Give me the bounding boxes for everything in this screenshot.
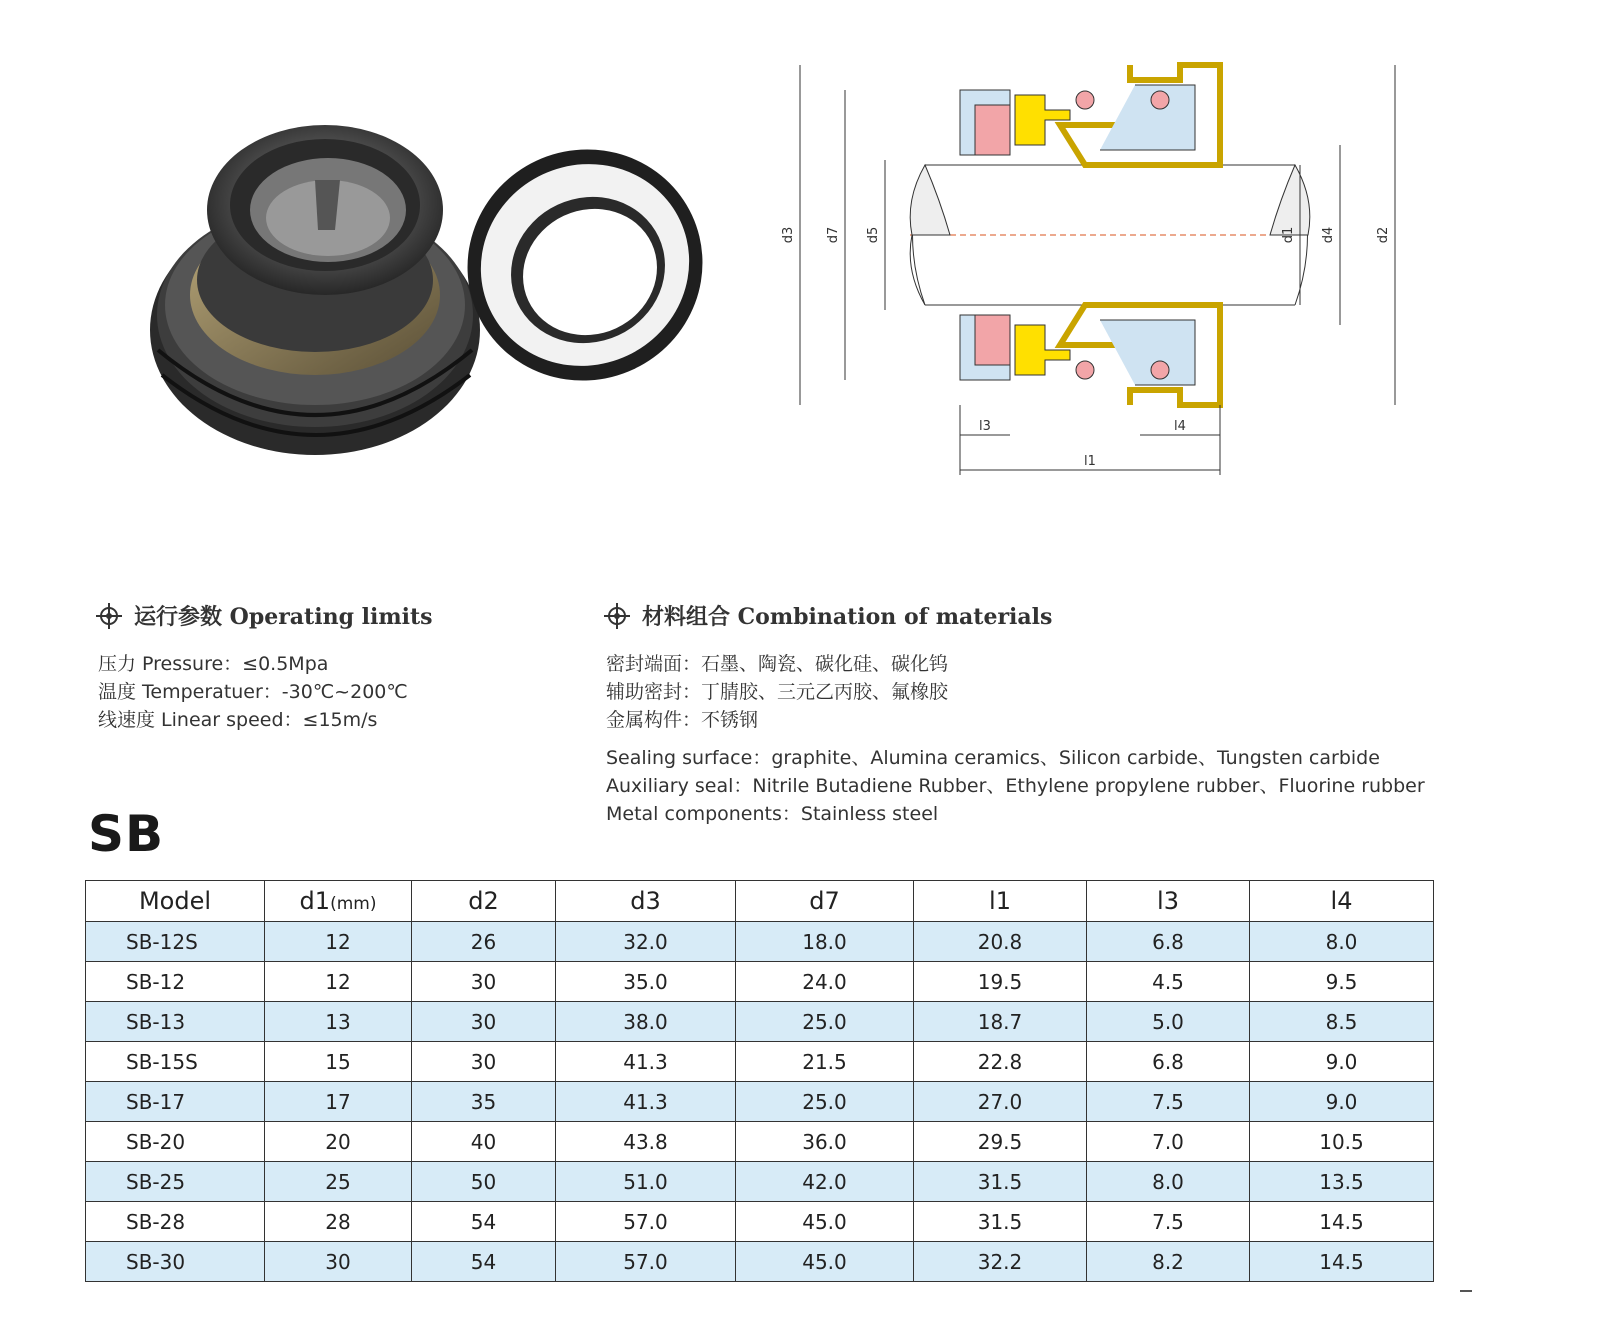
table-row xyxy=(86,1042,1434,1082)
cell-d2: 30 xyxy=(412,1002,556,1042)
table-row xyxy=(86,1122,1434,1162)
cell-d7: 45.0 xyxy=(736,1242,914,1282)
label-l1: l1 xyxy=(1084,454,1096,469)
cell-l4: 13.5 xyxy=(1250,1162,1434,1202)
linear-speed-line: 线速度 Linear speed：≤15m/s xyxy=(98,709,378,731)
header-model: Model xyxy=(86,881,265,922)
cell-d7: 25.0 xyxy=(736,1082,914,1122)
cell-l3: 6.8 xyxy=(1087,1042,1250,1082)
cell-l3: 7.5 xyxy=(1087,1202,1250,1242)
sealing-surface-cn: 密封端面：石墨、陶瓷、碳化硅、碳化钨 xyxy=(606,653,949,675)
cell-d3: 38.0 xyxy=(556,1002,736,1042)
cell-model: SB-12 xyxy=(86,962,265,1002)
cell-d3: 43.8 xyxy=(556,1122,736,1162)
cell-l4: 8.5 xyxy=(1250,1002,1434,1042)
cell-d1: 13 xyxy=(265,1002,412,1042)
cell-d2: 50 xyxy=(412,1162,556,1202)
cell-d2: 30 xyxy=(412,962,556,1002)
cell-l1: 29.5 xyxy=(914,1122,1087,1162)
auxiliary-seal-en: Auxiliary seal：Nitrile Butadiene Rubber、Ethylene propylene rubber、Fluorine rubber xyxy=(606,775,1425,797)
cell-d3: 32.0 xyxy=(556,922,736,962)
cell-model: SB-12S xyxy=(86,922,265,962)
cell-l1: 31.5 xyxy=(914,1162,1087,1202)
header-l4: l4 xyxy=(1250,881,1434,922)
table-row xyxy=(86,1242,1434,1282)
header-d1 xyxy=(265,881,412,922)
cell-d1: 17 xyxy=(265,1082,412,1122)
cell-d1: 28 xyxy=(265,1202,412,1242)
cell-model: SB-20 xyxy=(86,1122,265,1162)
series-title: SB xyxy=(88,805,165,863)
label-d7: d7 xyxy=(826,226,841,244)
label-l4: l4 xyxy=(1174,419,1186,434)
header-d2: d2 xyxy=(412,881,556,922)
cell-l3: 5.0 xyxy=(1087,1002,1250,1042)
cell-d2: 26 xyxy=(412,922,556,962)
cell-d7: 45.0 xyxy=(736,1202,914,1242)
label-l3: l3 xyxy=(979,419,991,434)
cell-l4: 14.5 xyxy=(1250,1202,1434,1242)
table-row xyxy=(86,1082,1434,1122)
cell-d2: 54 xyxy=(412,1242,556,1282)
cell-d2: 35 xyxy=(412,1082,556,1122)
header-l1: l1 xyxy=(914,881,1087,922)
cell-d3: 57.0 xyxy=(556,1202,736,1242)
label-d1: d1 xyxy=(1281,226,1296,244)
cell-l1: 18.7 xyxy=(914,1002,1087,1042)
cell-l1: 22.8 xyxy=(914,1042,1087,1082)
cell-l3: 7.5 xyxy=(1087,1082,1250,1122)
cell-l4: 8.0 xyxy=(1250,922,1434,962)
table-row xyxy=(86,1002,1434,1042)
cell-model: SB-28 xyxy=(86,1202,265,1242)
sealing-surface-en: Sealing surface：graphite、Alumina ceramics、Silicon carbide、Tungsten carbide xyxy=(606,747,1380,769)
table-row xyxy=(86,1162,1434,1202)
auxiliary-seal-cn: 辅助密封：丁腈胶、三元乙丙胶、氟橡胶 xyxy=(606,681,949,703)
label-d5: d5 xyxy=(866,226,881,244)
operating-limits-list xyxy=(98,650,408,734)
label-d4: d4 xyxy=(1321,226,1336,244)
cell-l3: 6.8 xyxy=(1087,922,1250,962)
materials-title: 材料组合 Combination of materials xyxy=(642,604,1053,630)
cell-d3: 41.3 xyxy=(556,1082,736,1122)
cell-d7: 21.5 xyxy=(736,1042,914,1082)
cell-d1: 12 xyxy=(265,962,412,1002)
materials-list-en xyxy=(606,744,1425,825)
materials-list-cn xyxy=(606,650,948,734)
corner-mark xyxy=(1460,1290,1472,1292)
header-d7: d7 xyxy=(736,881,914,922)
cell-model: SB-13 xyxy=(86,1002,265,1042)
cell-d3: 57.0 xyxy=(556,1242,736,1282)
cell-model: SB-15S xyxy=(86,1042,265,1082)
operating-limits-title: 运行参数 Operating limits xyxy=(134,604,433,630)
crosshair-icon xyxy=(96,603,122,629)
cell-model: SB-30 xyxy=(86,1242,265,1282)
cell-l3: 4.5 xyxy=(1087,962,1250,1002)
cell-l3: 7.0 xyxy=(1087,1122,1250,1162)
cell-d1: 12 xyxy=(265,922,412,962)
cell-l1: 31.5 xyxy=(914,1202,1087,1242)
cell-d7: 24.0 xyxy=(736,962,914,1002)
cell-d1: 15 xyxy=(265,1042,412,1082)
header-unit: (mm) xyxy=(330,894,377,914)
header-d1-label: d1 xyxy=(299,887,331,915)
cell-l1: 19.5 xyxy=(914,962,1087,1002)
cell-d2: 54 xyxy=(412,1202,556,1242)
cell-model: SB-25 xyxy=(86,1162,265,1202)
cell-model: SB-17 xyxy=(86,1082,265,1122)
pressure-line: 压力 Pressure：≤0.5Mpa xyxy=(98,653,329,675)
header-l3: l3 xyxy=(1087,881,1250,922)
temperature-line: 温度 Temperatuer：-30℃~200℃ xyxy=(98,681,408,703)
materials-heading xyxy=(604,600,1052,631)
table-row xyxy=(86,962,1434,1002)
cell-d1: 30 xyxy=(265,1242,412,1282)
cell-l4: 10.5 xyxy=(1250,1122,1434,1162)
cell-d7: 25.0 xyxy=(736,1002,914,1042)
spec-table xyxy=(85,880,1434,1282)
cell-l3: 8.0 xyxy=(1087,1162,1250,1202)
product-photo xyxy=(140,100,720,460)
cell-d3: 35.0 xyxy=(556,962,736,1002)
label-d2: d2 xyxy=(1376,226,1391,244)
table-row xyxy=(86,922,1434,962)
cell-d7: 36.0 xyxy=(736,1122,914,1162)
cell-l4: 9.0 xyxy=(1250,1042,1434,1082)
label-d3: d3 xyxy=(781,226,796,244)
cell-d1: 20 xyxy=(265,1122,412,1162)
operating-limits-heading xyxy=(96,600,433,631)
cell-l1: 32.2 xyxy=(914,1242,1087,1282)
cell-l4: 14.5 xyxy=(1250,1242,1434,1282)
cell-d2: 30 xyxy=(412,1042,556,1082)
crosshair-icon xyxy=(604,603,630,629)
cell-l3: 8.2 xyxy=(1087,1242,1250,1282)
cell-d3: 51.0 xyxy=(556,1162,736,1202)
cell-d2: 40 xyxy=(412,1122,556,1162)
cell-d1: 25 xyxy=(265,1162,412,1202)
cell-l1: 27.0 xyxy=(914,1082,1087,1122)
cell-l4: 9.0 xyxy=(1250,1082,1434,1122)
cell-l1: 20.8 xyxy=(914,922,1087,962)
cell-d3: 41.3 xyxy=(556,1042,736,1082)
seal-cross-section-drawing xyxy=(781,55,1480,505)
table-row xyxy=(86,1202,1434,1242)
header-d3: d3 xyxy=(556,881,736,922)
cell-l4: 9.5 xyxy=(1250,962,1434,1002)
table-header-row xyxy=(86,881,1434,922)
metal-components-cn: 金属构件：不锈钢 xyxy=(606,709,759,731)
cell-d7: 42.0 xyxy=(736,1162,914,1202)
metal-components-en: Metal components：Stainless steel xyxy=(606,803,939,825)
cell-d7: 18.0 xyxy=(736,922,914,962)
